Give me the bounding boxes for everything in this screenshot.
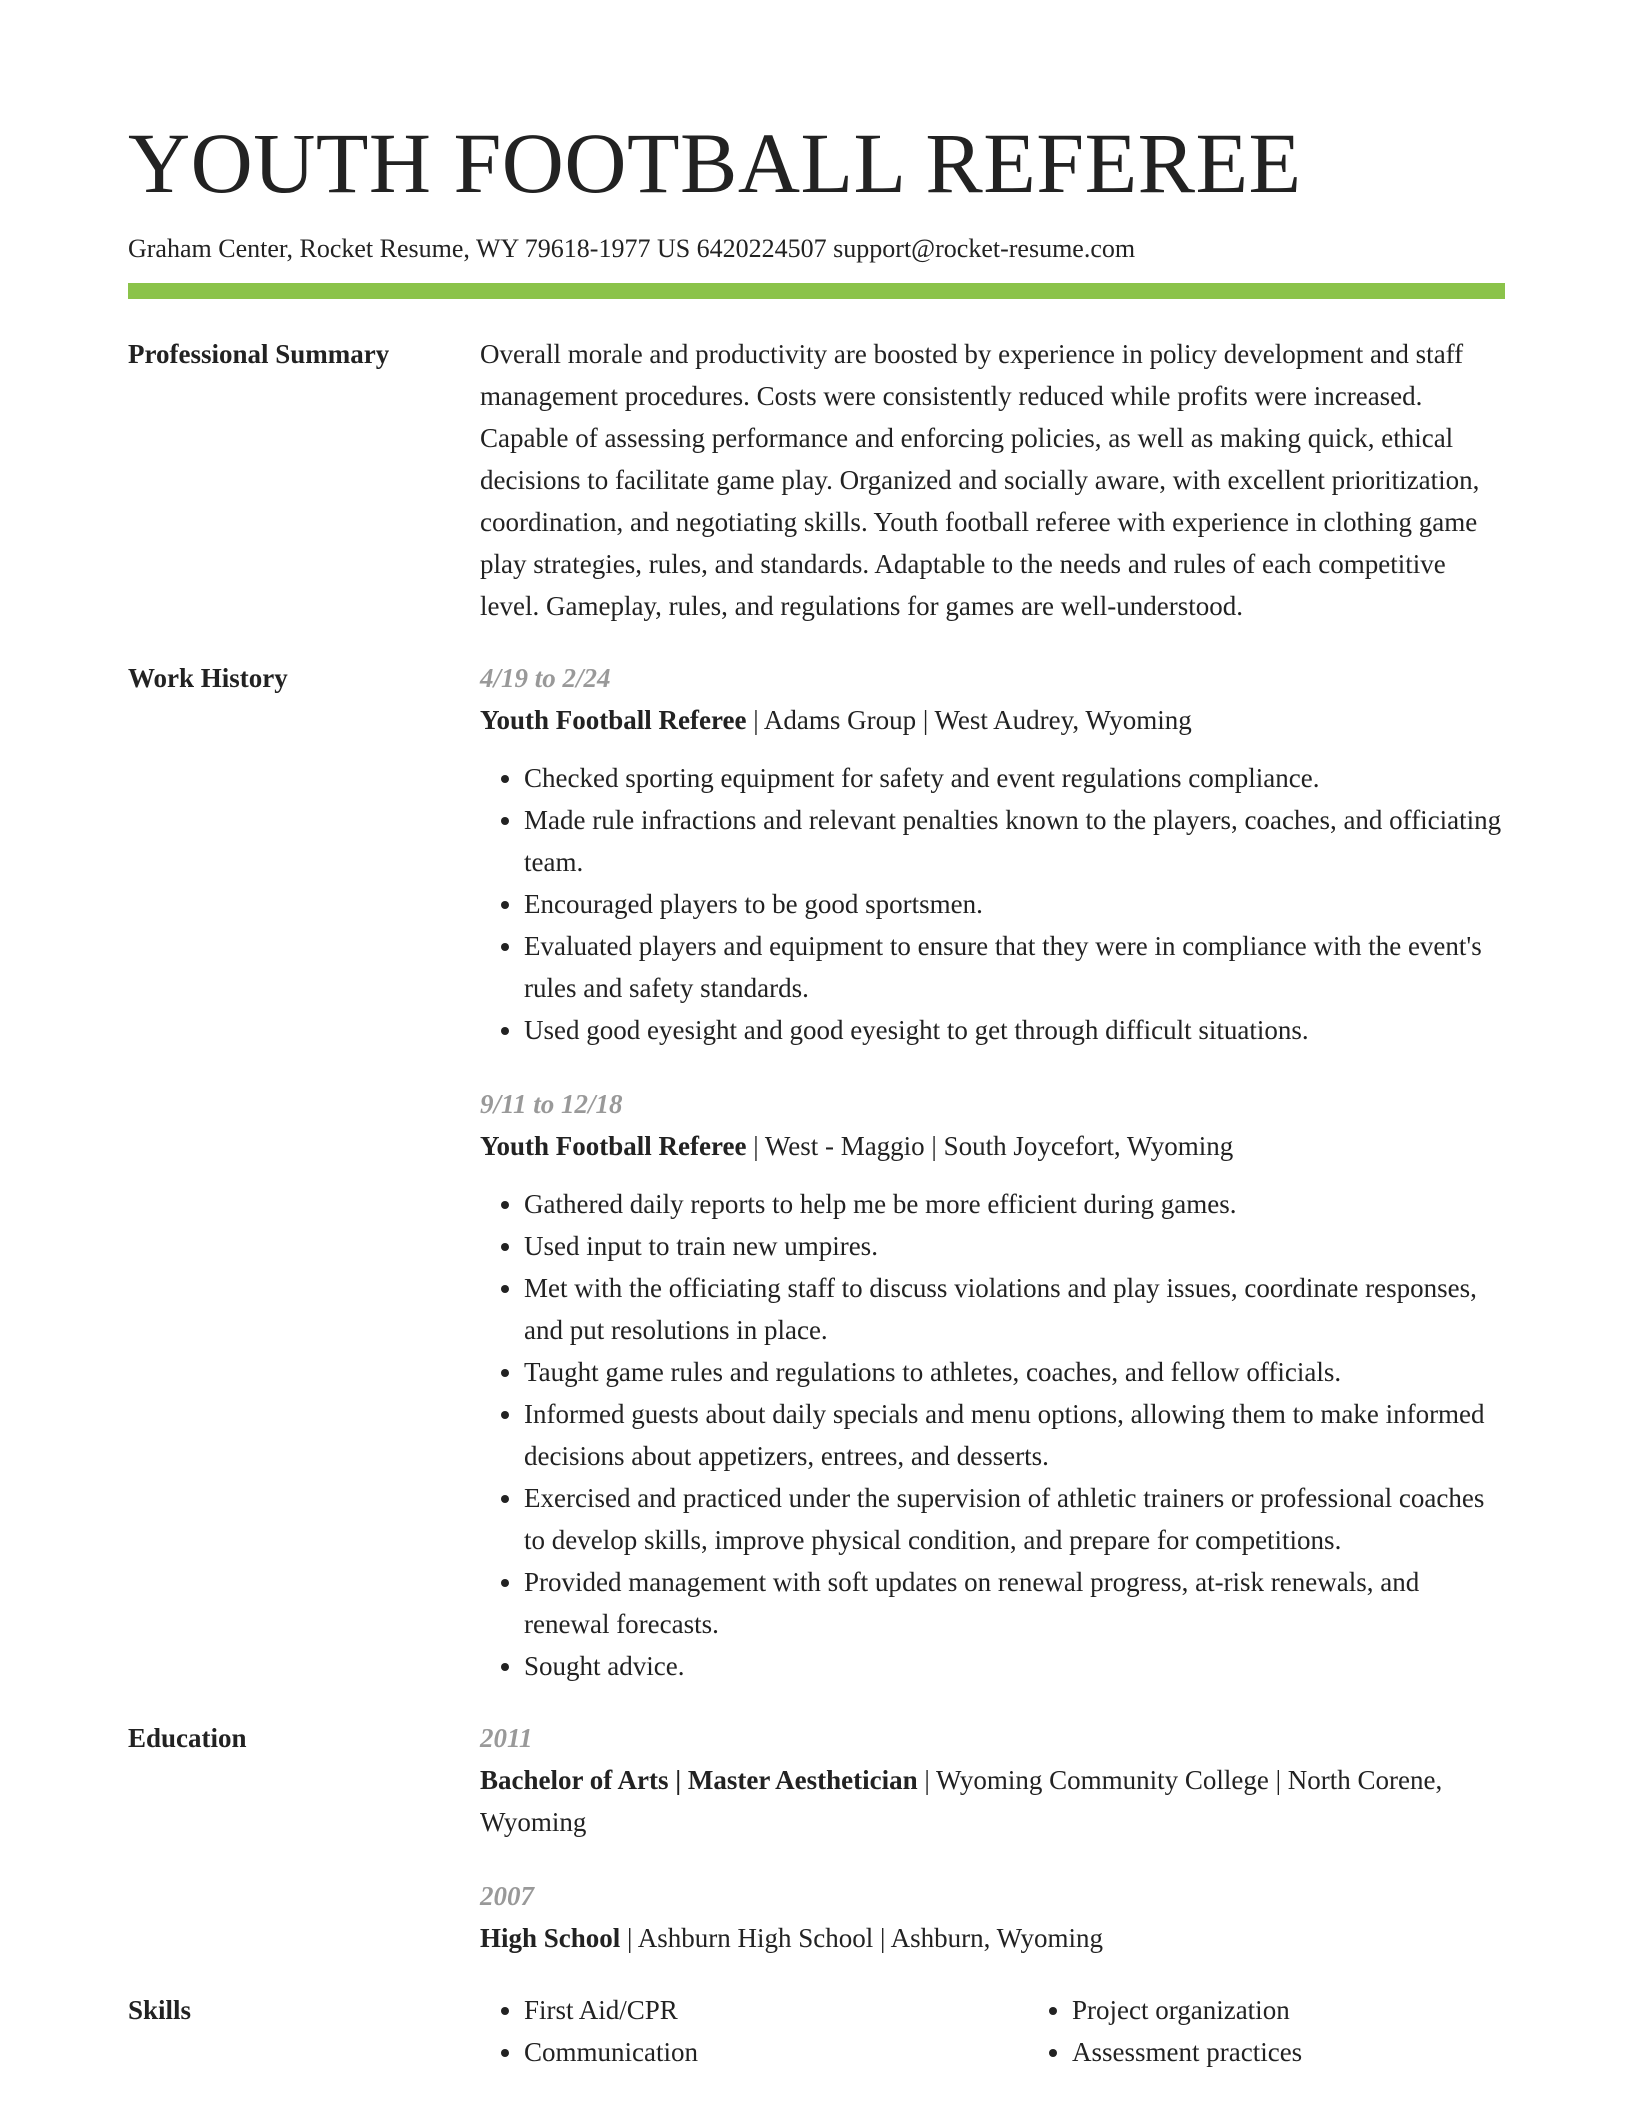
job-bullet: • Encouraged players to be good sportsmen. (524, 883, 1505, 925)
education-heading (480, 1759, 1505, 1843)
education-entry (480, 1875, 1505, 1959)
job-bullet-list (480, 1183, 1505, 1687)
job-bullet: • Evaluated players and equipment to ensure that they were in compliance with the event's rules and safety standards. (524, 925, 1505, 1009)
skill-item: • Assessment practices (1072, 2031, 1576, 2073)
education-year: 2007 (480, 1880, 534, 1911)
header-divider (128, 283, 1505, 299)
education-degree: High School (480, 1922, 621, 1953)
job-details: | West - Maggio | South Joycefort, Wyoming (746, 1130, 1234, 1161)
skill-item: • Communication (524, 2031, 1028, 2073)
education-heading (480, 1917, 1505, 1959)
job-bullet: • Provided management with soft updates on renewal progress, at-risk renewals, and renewal forecasts. (524, 1561, 1505, 1645)
section-label-work-history: Work History (128, 662, 288, 693)
education-degree: Bachelor of Arts | Master Aesthetician (480, 1764, 918, 1795)
job-bullet: • Checked sporting equipment for safety and event regulations compliance. (524, 757, 1505, 799)
job-bullet: • Made rule infractions and relevant penalties known to the players, coaches, and officiating team. (524, 799, 1505, 883)
job-dates: 9/11 to 12/18 (480, 1088, 623, 1119)
job-entry (480, 1083, 1505, 1687)
skills-list-right (1028, 1989, 1576, 2073)
job-bullet: • Sought advice. (524, 1645, 1505, 1687)
skills-list-left (480, 1989, 1028, 2073)
job-bullet: • Informed guests about daily specials and menu options, allowing them to make informed decisions about appetizers, entrees, and desserts. (524, 1393, 1505, 1477)
education-entry (480, 1717, 1505, 1843)
skills-grid (480, 1989, 1576, 2073)
job-bullet: • Used input to train new umpires. (524, 1225, 1505, 1267)
education-body (480, 1717, 1505, 1959)
job-bullet: • Used good eyesight and good eyesight to get through difficult situations. (524, 1009, 1505, 1051)
job-heading (480, 699, 1505, 741)
job-entry (480, 657, 1505, 1051)
job-title: Youth Football Referee (480, 1130, 747, 1161)
job-dates: 4/19 to 2/24 (480, 662, 611, 693)
skill-item: • Project organization (1072, 1989, 1576, 2031)
skills-body (480, 1989, 1576, 2073)
education-section (128, 1717, 1505, 1959)
resume-page (128, 115, 1505, 2073)
contact-line: Graham Center, Rocket Resume, WY 79618-1977 US 6420224507 support@rocket-resume.com (128, 234, 1136, 263)
resume-title: YOUTH FOOTBALL REFEREE (128, 115, 1302, 211)
job-title: Youth Football Referee (480, 704, 747, 735)
summary-body (480, 333, 1505, 627)
skill-item: • First Aid/CPR (524, 1989, 1028, 2031)
education-details: | Wyoming Community College | North Corene, Wyoming (480, 1764, 1443, 1837)
job-bullet: • Taught game rules and regulations to athletes, coaches, and fellow officials. (524, 1351, 1505, 1393)
job-bullet-list (480, 757, 1505, 1051)
work-history-section (128, 657, 1505, 1687)
job-bullet: • Gathered daily reports to help me be more efficient during games. (524, 1183, 1505, 1225)
summary-text: Overall morale and productivity are boosted by experience in policy development and staff management procedures. Costs were consistently reduced while profits were increased. Capable of assessing performance and enforcing policies, as well as making quick, ethical decisions to facilitate game play. Organized and socially aware, with excellent prioritization, coordination, and negotiating skills. Youth football referee with experience in clothing game play strategies, rules, and standards. Adaptable to the needs and rules of each competitive level. Gameplay, rules, and regulations for games are well-understood. (480, 338, 1480, 621)
section-label-education: Education (128, 1722, 247, 1753)
job-bullet: • Exercised and practiced under the supervision of athletic trainers or professional coaches to develop skills, improve physical condition, and prepare for competitions. (524, 1477, 1505, 1561)
education-details: | Ashburn High School | Ashburn, Wyoming (620, 1922, 1104, 1953)
job-heading (480, 1125, 1505, 1167)
section-label-summary: Professional Summary (128, 338, 390, 369)
job-details: | Adams Group | West Audrey, Wyoming (746, 704, 1192, 735)
section-label-skills: Skills (128, 1994, 192, 2025)
job-bullet: • Met with the officiating staff to discuss violations and play issues, coordinate responses, and put resolutions in place. (524, 1267, 1505, 1351)
summary-section (128, 333, 1505, 627)
work-history-body (480, 657, 1505, 1687)
education-year: 2011 (480, 1722, 533, 1753)
skills-section (128, 1989, 1505, 2073)
